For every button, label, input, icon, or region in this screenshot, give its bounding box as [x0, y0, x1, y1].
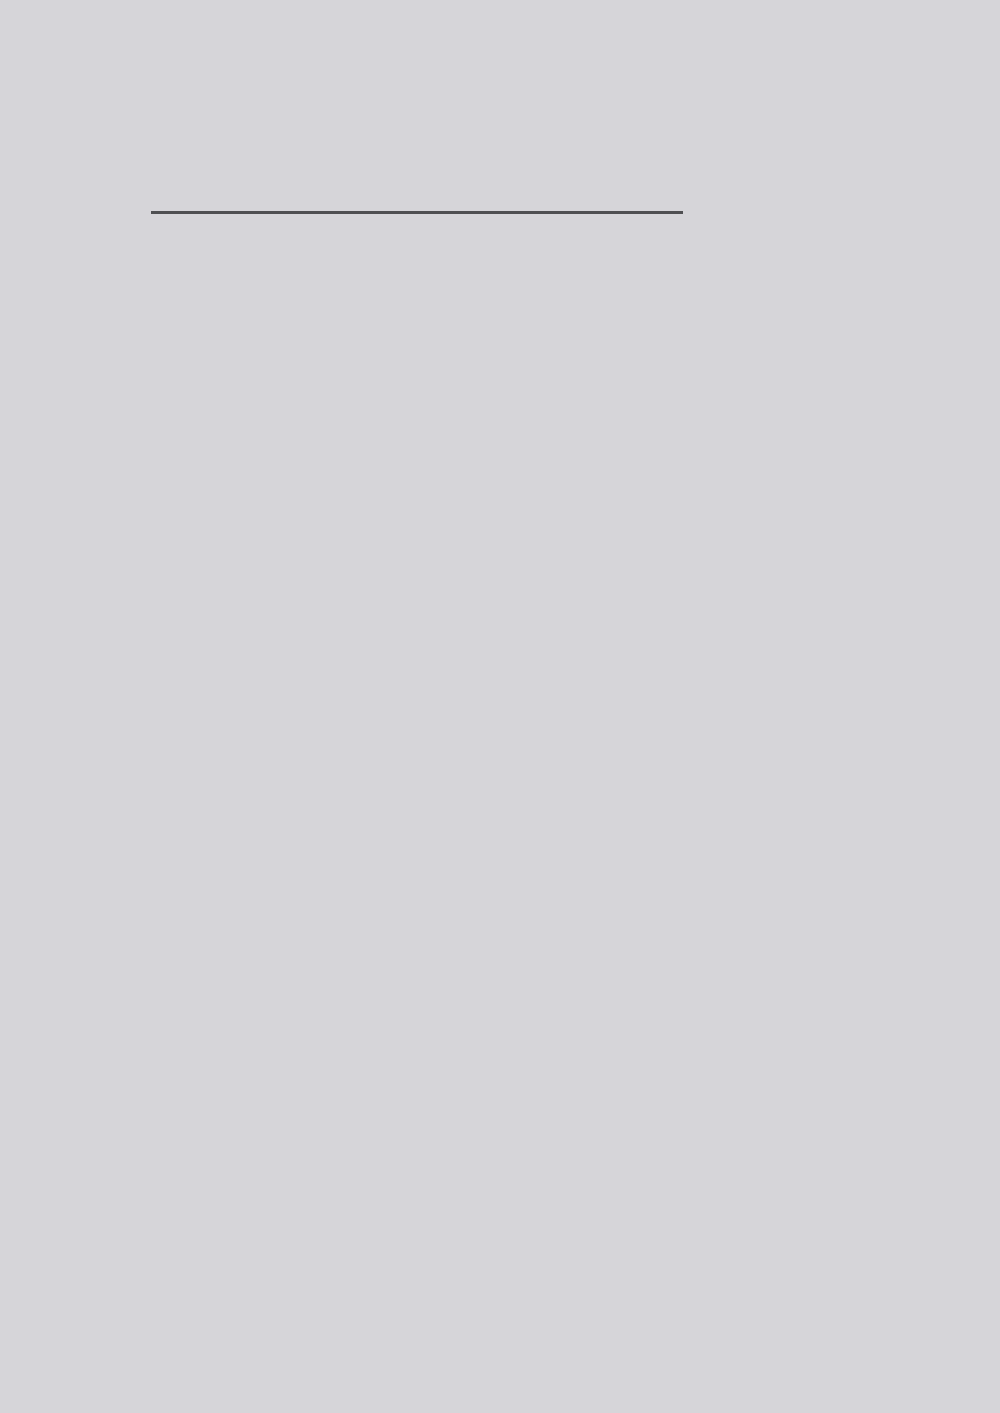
border-bottom [40, 1322, 962, 1380]
name-input-line[interactable] [151, 181, 683, 214]
border-right [908, 38, 962, 1380]
liveworksheets-brand [698, 1377, 724, 1411]
border-left [40, 38, 92, 1380]
liveworksheets-logo-icon [698, 1383, 721, 1406]
name-field [143, 180, 683, 224]
border-top [40, 38, 962, 98]
